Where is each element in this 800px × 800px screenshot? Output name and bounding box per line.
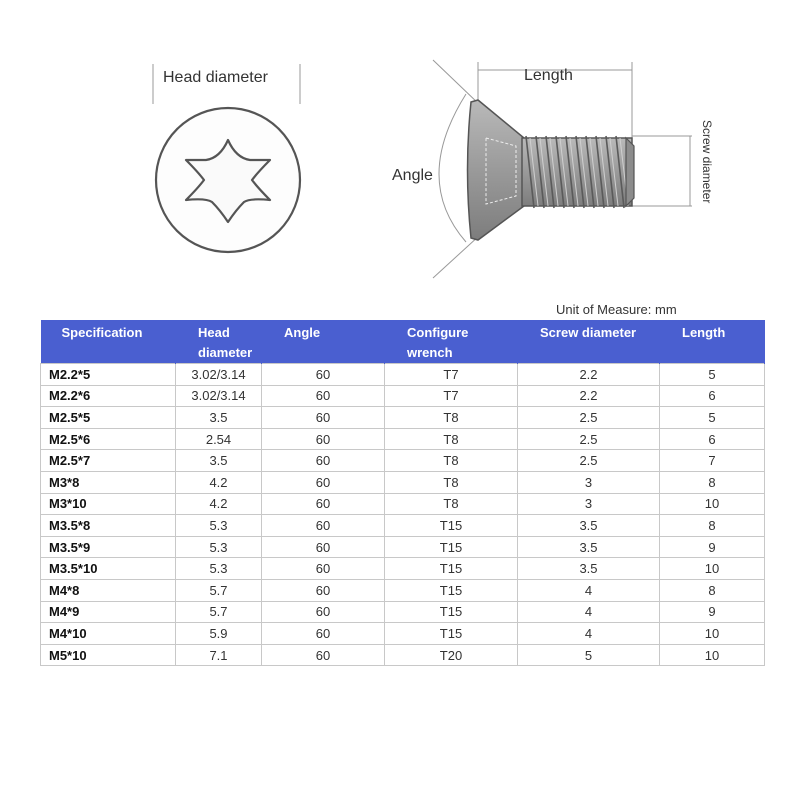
cell-head-diameter: 5.3	[176, 558, 262, 580]
header-screw-diameter: Screw diameter	[518, 320, 660, 364]
cell-specification: M3*10	[41, 493, 176, 515]
cell-specification: M3*8	[41, 471, 176, 493]
cell-length: 9	[660, 536, 765, 558]
cell-angle: 60	[262, 623, 385, 645]
table-row	[41, 601, 765, 623]
cell-head-diameter: 7.1	[176, 644, 262, 666]
cell-specification: M3.5*8	[41, 515, 176, 537]
cell-length: 10	[660, 493, 765, 515]
table-body	[41, 364, 765, 666]
table-row	[41, 407, 765, 429]
cell-length: 8	[660, 471, 765, 493]
cell-configure-wrench: T15	[385, 623, 518, 645]
cell-specification: M5*10	[41, 644, 176, 666]
cell-specification: M2.5*7	[41, 450, 176, 472]
cell-length: 8	[660, 579, 765, 601]
cell-length: 6	[660, 385, 765, 407]
cell-configure-wrench: T7	[385, 364, 518, 386]
table-row	[41, 471, 765, 493]
cell-length: 10	[660, 558, 765, 580]
cell-head-diameter: 5.7	[176, 601, 262, 623]
cell-angle: 60	[262, 493, 385, 515]
cell-head-diameter: 5.7	[176, 579, 262, 601]
cell-screw-diameter: 5	[518, 644, 660, 666]
cell-screw-diameter: 4	[518, 579, 660, 601]
cell-screw-diameter: 2.5	[518, 428, 660, 450]
cell-screw-diameter: 4	[518, 601, 660, 623]
cell-screw-diameter: 2.2	[518, 385, 660, 407]
table-row	[41, 536, 765, 558]
cell-specification: M2.2*6	[41, 385, 176, 407]
cell-screw-diameter: 4	[518, 623, 660, 645]
table-row	[41, 385, 765, 407]
cell-screw-diameter: 2.5	[518, 407, 660, 429]
header-configure-wrench: Configure wrench	[385, 320, 518, 364]
table-row	[41, 493, 765, 515]
cell-angle: 60	[262, 471, 385, 493]
screw-side-view	[392, 60, 714, 278]
cell-length: 5	[660, 364, 765, 386]
screw-diameter-label: Screw diameter	[700, 120, 714, 204]
unit-of-measure-label: Unit of Measure: mm	[556, 302, 677, 317]
cell-screw-diameter: 3.5	[518, 536, 660, 558]
table-header-row	[41, 320, 765, 364]
cell-angle: 60	[262, 536, 385, 558]
cell-head-diameter: 3.02/3.14	[176, 385, 262, 407]
cell-configure-wrench: T8	[385, 471, 518, 493]
cell-angle: 60	[262, 601, 385, 623]
cell-configure-wrench: T7	[385, 385, 518, 407]
screw-head-top-view	[153, 64, 300, 252]
cell-angle: 60	[262, 407, 385, 429]
cell-length: 7	[660, 450, 765, 472]
cell-configure-wrench: T8	[385, 450, 518, 472]
angle-label: Angle	[392, 167, 433, 184]
cell-specification: M3.5*10	[41, 558, 176, 580]
cell-angle: 60	[262, 364, 385, 386]
cell-configure-wrench: T8	[385, 428, 518, 450]
cell-length: 10	[660, 623, 765, 645]
cell-head-diameter: 4.2	[176, 471, 262, 493]
length-label: Length	[524, 67, 573, 84]
table-row	[41, 364, 765, 386]
cell-configure-wrench: T8	[385, 407, 518, 429]
cell-angle: 60	[262, 579, 385, 601]
cell-screw-diameter: 3.5	[518, 558, 660, 580]
table-row	[41, 558, 765, 580]
cell-specification: M4*8	[41, 579, 176, 601]
cell-head-diameter: 5.9	[176, 623, 262, 645]
cell-angle: 60	[262, 644, 385, 666]
cell-angle: 60	[262, 428, 385, 450]
cell-head-diameter: 3.5	[176, 450, 262, 472]
cell-configure-wrench: T15	[385, 515, 518, 537]
cell-configure-wrench: T8	[385, 493, 518, 515]
specification-table	[40, 320, 765, 666]
cell-length: 6	[660, 428, 765, 450]
table-row	[41, 644, 765, 666]
table-row	[41, 428, 765, 450]
cell-configure-wrench: T15	[385, 601, 518, 623]
cell-length: 9	[660, 601, 765, 623]
cell-configure-wrench: T15	[385, 579, 518, 601]
header-length: Length	[660, 320, 765, 364]
table-row	[41, 515, 765, 537]
cell-length: 5	[660, 407, 765, 429]
cell-head-diameter: 5.3	[176, 515, 262, 537]
table-row	[41, 623, 765, 645]
table-row	[41, 450, 765, 472]
cell-head-diameter: 2.54	[176, 428, 262, 450]
header-angle: Angle	[262, 320, 385, 364]
header-specification: Specification	[41, 320, 176, 364]
cell-screw-diameter: 2.5	[518, 450, 660, 472]
cell-length: 8	[660, 515, 765, 537]
cell-configure-wrench: T15	[385, 536, 518, 558]
cell-screw-diameter: 3.5	[518, 515, 660, 537]
cell-screw-diameter: 2.2	[518, 364, 660, 386]
head-diameter-label: Head diameter	[163, 69, 268, 86]
cell-specification: M3.5*9	[41, 536, 176, 558]
cell-screw-diameter: 3	[518, 471, 660, 493]
cell-length: 10	[660, 644, 765, 666]
cell-head-diameter: 4.2	[176, 493, 262, 515]
cell-specification: M2.5*5	[41, 407, 176, 429]
header-head-diameter: Head diameter	[176, 320, 262, 364]
table-row	[41, 579, 765, 601]
cell-angle: 60	[262, 450, 385, 472]
cell-screw-diameter: 3	[518, 493, 660, 515]
cell-specification: M4*9	[41, 601, 176, 623]
cell-head-diameter: 3.5	[176, 407, 262, 429]
cell-specification: M2.5*6	[41, 428, 176, 450]
cell-angle: 60	[262, 385, 385, 407]
cell-specification: M4*10	[41, 623, 176, 645]
cell-configure-wrench: T15	[385, 558, 518, 580]
cell-angle: 60	[262, 558, 385, 580]
cell-configure-wrench: T20	[385, 644, 518, 666]
screw-diagram	[0, 0, 800, 300]
cell-head-diameter: 5.3	[176, 536, 262, 558]
cell-angle: 60	[262, 515, 385, 537]
cell-head-diameter: 3.02/3.14	[176, 364, 262, 386]
cell-specification: M2.2*5	[41, 364, 176, 386]
